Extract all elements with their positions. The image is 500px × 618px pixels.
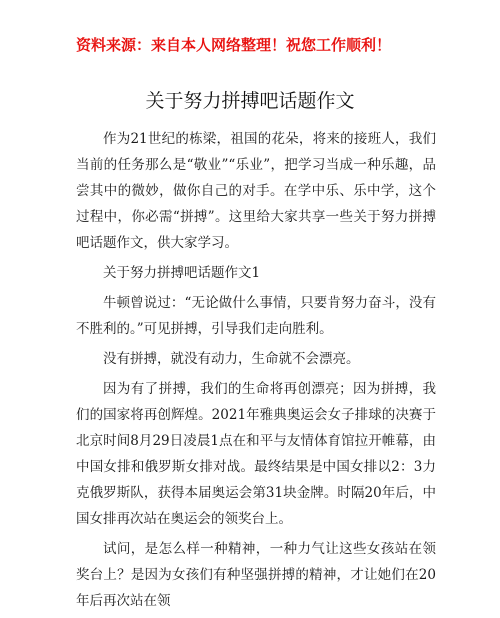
paragraph-volleyball: 因为有了拼搏，我们的生命将再创漂亮；因为拼搏，我们的国家将再创辉煌。2021年雅典奥运会女子排球的决赛于北京时间8月29日凌晨1点在和平与友情体育馆拉开帷幕，由中国女排和俄罗斯女排对战。最终结果是中国女排以2：3力克俄罗斯队，获得本届奥运会第31块金牌。时隔20年后，中国女排再次站在奥运会的领奖台上。 xyxy=(76,381,436,527)
paragraph-intro: 作为21世纪的栋梁，祖国的花朵，将来的接班人，我们当前的任务那么是“敬业”“乐业”，把学习当成一种乐趣，品尝其中的微妙，做你自己的对手。在学中乐、乐中学，这个过程中，你必需“拼搏”。这里给大家共享一些关于努力拼搏吧话题作文，供大家学习。 xyxy=(76,131,436,251)
section-heading: 关于努力拼搏吧话题作文1 xyxy=(103,265,261,281)
source-note: 资料来源：来自本人网络整理！祝您工作顺利！ xyxy=(76,36,392,54)
paragraph-statement: 没有拼搏，就没有动力，生命就不会漂亮。 xyxy=(103,351,360,367)
document-body xyxy=(76,126,436,618)
document-title: 关于努力拼搏吧话题作文 xyxy=(145,90,355,112)
paragraph-question: 试问，是怎么样一种精神，一种力气让这些女孩站在领奖台上？是因为女孩们有种坚强拼搏的精神，才让她们在20年后再次站在领 xyxy=(76,541,436,609)
paragraph-quote: 牛顿曾说过：“无论做什么事情，只要肯努力奋斗，没有不胜利的。”可见拼搏，引导我们走向胜利。 xyxy=(76,295,436,337)
